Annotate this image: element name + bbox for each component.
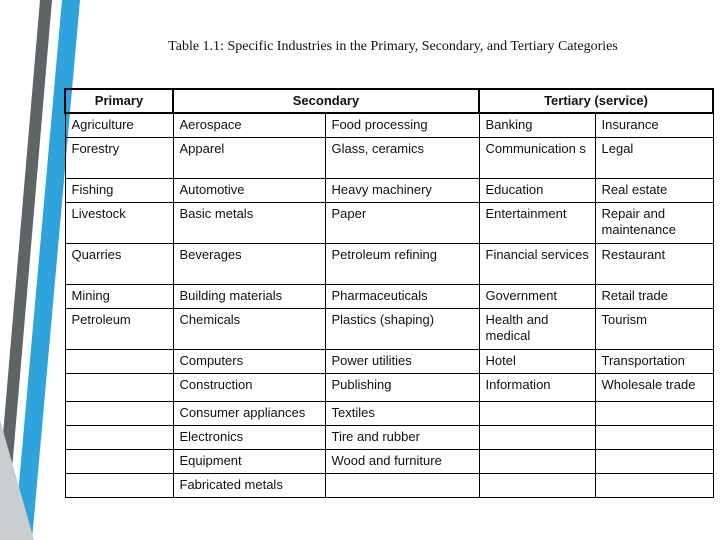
- cell-secondary: Pharmaceuticals: [325, 284, 479, 308]
- cell-secondary: Power utilities: [325, 349, 479, 373]
- cell-tertiary: Tourism: [595, 308, 713, 349]
- table-row: [65, 373, 713, 401]
- header-primary: Primary: [65, 89, 173, 113]
- cell-primary: Quarries: [65, 243, 173, 284]
- table-row: [65, 308, 713, 349]
- cell-secondary: Paper: [325, 202, 479, 243]
- cell-tertiary: Financial services: [479, 243, 595, 284]
- cell-secondary: Automotive: [173, 178, 325, 202]
- cell-secondary: Construction: [173, 373, 325, 401]
- cell-tertiary: Government: [479, 284, 595, 308]
- table-row: [65, 425, 713, 449]
- cell-tertiary: [595, 449, 713, 473]
- cell-primary: [65, 401, 173, 425]
- cell-tertiary: Transportation: [595, 349, 713, 373]
- cell-tertiary: Real estate: [595, 178, 713, 202]
- table-row: [65, 284, 713, 308]
- table-row: [65, 178, 713, 202]
- cell-tertiary: [479, 449, 595, 473]
- cell-primary: [65, 425, 173, 449]
- cell-secondary: Computers: [173, 349, 325, 373]
- table-row: [65, 349, 713, 373]
- cell-primary: Mining: [65, 284, 173, 308]
- cell-tertiary: [595, 473, 713, 497]
- cell-secondary: Building materials: [173, 284, 325, 308]
- cell-secondary: Fabricated metals: [173, 473, 325, 497]
- cell-tertiary: Education: [479, 178, 595, 202]
- cell-secondary: Consumer appliances: [173, 401, 325, 425]
- cell-tertiary: [479, 473, 595, 497]
- cell-primary: Agriculture: [65, 113, 173, 137]
- table-row: [65, 202, 713, 243]
- cell-tertiary: Banking: [479, 113, 595, 137]
- cell-tertiary: [479, 401, 595, 425]
- cell-tertiary: Information: [479, 373, 595, 401]
- cell-secondary: Beverages: [173, 243, 325, 284]
- cell-tertiary: Health and medical: [479, 308, 595, 349]
- cell-tertiary: [479, 425, 595, 449]
- cell-secondary: Publishing: [325, 373, 479, 401]
- table-row: [65, 449, 713, 473]
- cell-primary: Fishing: [65, 178, 173, 202]
- header-row: [65, 89, 713, 113]
- table-row: [65, 137, 713, 178]
- cell-tertiary: Communication s: [479, 137, 595, 178]
- cell-secondary: Apparel: [173, 137, 325, 178]
- cell-secondary: Tire and rubber: [325, 425, 479, 449]
- cell-tertiary: [595, 401, 713, 425]
- cell-primary: [65, 373, 173, 401]
- cell-tertiary: Wholesale trade: [595, 373, 713, 401]
- cell-secondary: [325, 473, 479, 497]
- cell-tertiary: Hotel: [479, 349, 595, 373]
- table-row: [65, 243, 713, 284]
- cell-secondary: Equipment: [173, 449, 325, 473]
- cell-tertiary: Entertainment: [479, 202, 595, 243]
- cell-tertiary: Retail trade: [595, 284, 713, 308]
- cell-secondary: Chemicals: [173, 308, 325, 349]
- cell-secondary: Basic metals: [173, 202, 325, 243]
- cell-tertiary: [595, 425, 713, 449]
- cell-secondary: Food processing: [325, 113, 479, 137]
- cell-secondary: Heavy machinery: [325, 178, 479, 202]
- cell-secondary: Electronics: [173, 425, 325, 449]
- table-title: Table 1.1: Specific Industries in the Primary, Secondary, and Tertiary Categories: [168, 39, 618, 54]
- cell-secondary: Wood and furniture: [325, 449, 479, 473]
- cell-secondary: Petroleum refining: [325, 243, 479, 284]
- cell-tertiary: Repair and maintenance: [595, 202, 713, 243]
- cell-secondary: Plastics (shaping): [325, 308, 479, 349]
- header-secondary: Secondary: [173, 89, 479, 113]
- table-row: [65, 113, 713, 137]
- industries-table: [64, 88, 714, 498]
- cell-secondary: Textiles: [325, 401, 479, 425]
- cell-primary: [65, 449, 173, 473]
- cell-secondary: Aerospace: [173, 113, 325, 137]
- cell-primary: [65, 473, 173, 497]
- cell-tertiary: Restaurant: [595, 243, 713, 284]
- header-tertiary: Tertiary (service): [479, 89, 713, 113]
- cell-tertiary: Insurance: [595, 113, 713, 137]
- cell-secondary: Glass, ceramics: [325, 137, 479, 178]
- cell-primary: Forestry: [65, 137, 173, 178]
- cell-tertiary: Legal: [595, 137, 713, 178]
- table-row: [65, 401, 713, 425]
- cell-primary: [65, 349, 173, 373]
- cell-primary: Petroleum: [65, 308, 173, 349]
- cell-primary: Livestock: [65, 202, 173, 243]
- table-row: [65, 473, 713, 497]
